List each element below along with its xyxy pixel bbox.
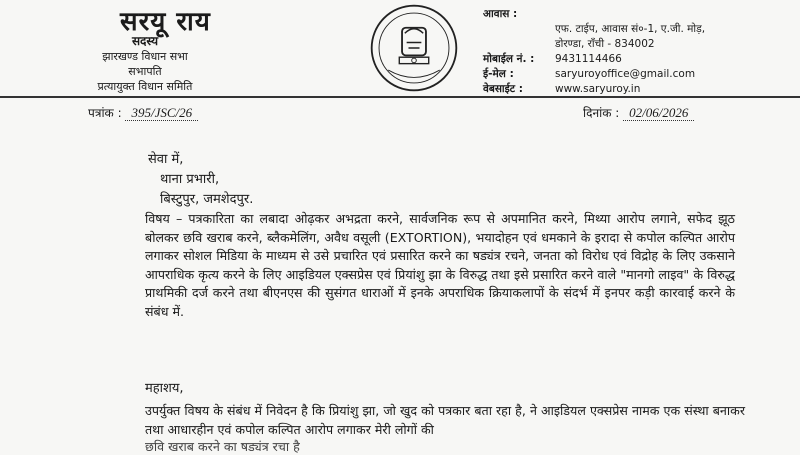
address-line: बिस्टुपुर, जमशेदपुर. <box>160 192 254 207</box>
contact-key: मोबाईल नं. : <box>483 53 535 65</box>
contact-key: ई-मेल : <box>483 68 514 80</box>
contact-value: एफ. टाईप, आवास सं०-1, ए.जी. मोड़, <box>555 23 706 35</box>
designation-line: सदस्य <box>131 34 159 48</box>
contact-row <box>483 7 783 22</box>
address-line: सेवा में, <box>148 152 184 167</box>
contact-key <box>483 37 555 52</box>
contact-value: डोरण्डा, राँची - 834002 <box>555 38 655 50</box>
designation-line: झारखण्ड विधान सभा <box>102 50 188 63</box>
contact-row <box>483 52 783 67</box>
contact-value: 9431114466 <box>555 53 622 65</box>
reference-number <box>88 104 198 121</box>
designation-line: सभापति <box>128 65 162 78</box>
contact-value[interactable]: www.saryuroy.in <box>555 83 641 95</box>
letterhead-divider <box>0 96 800 98</box>
contact-row <box>483 67 783 82</box>
letterhead-designation <box>70 34 220 94</box>
designation-line: प्रत्यायुक्त विधान समिति <box>97 80 193 93</box>
date-value: 02/06/2026 <box>623 105 694 121</box>
contact-key: आवास : <box>483 8 518 20</box>
contact-key: वेबसाईट : <box>483 83 523 95</box>
reference-label: पत्रांक : <box>88 106 122 120</box>
body-cut-line: छवि खराब करने का षड्यंत्र रचा है <box>145 439 300 454</box>
contact-key <box>483 22 555 37</box>
body-paragraph: उपर्युक्त विषय के संबंध में निवेदन है कि प्रियांशु झा, जो खुद को पत्रकार बता रहा है, ने आइडियल एक्सप्रेस नामक एक संस्था बनाकर तथा आधारहीन एवं कपोल कल्पित आरोप लगाकर मेरी लोगों की <box>145 403 745 437</box>
contact-row <box>483 22 783 37</box>
subject-paragraph: विषय – पत्रकारिता का लबादा ओढ़कर अभद्रता करने, सार्वजनिक रूप से अपमानित करने, मिथ्या आरोप लगाने, सफेद झूठ बोलकर छवि खराब करने, ब्लैकमेलिंग, अवैध वसूली (EXTORTION), भयादोहन एवं धमकाने के इरादा से कपोल कल्पित आरोप लगाकर सोशल मिडिया के माध्यम से उसे प्रचारित एवं प्रसारित करने का षड्यंत्र रचने, जनता को विरोध एवं विद्रोह के लिए उकसाने आपराधिक कृत्य करने के लिए आइडियल एक्सप्रेस एवं प्रियांशु झा के विरुद्ध तथा इसे प्रसारित करने वाले "मानगो लाइव" के विरुद्ध प्राथमिकी दर्ज करने तथा बीएनएस की सुसंगत धाराओं में इनके अपराधिक क्रियाकलापों के संदर्भ में इनपर कड़ी कारवाई करने के संबंध में. <box>145 211 735 319</box>
recipient-address <box>148 150 253 210</box>
date <box>583 104 694 121</box>
date-label: दिनांक : <box>583 106 620 120</box>
contact-row <box>483 37 783 52</box>
contact-row <box>483 82 783 97</box>
contact-block <box>483 7 783 97</box>
address-line: थाना प्रभारी, <box>160 172 220 187</box>
contact-value[interactable]: saryuroyoffice@gmail.com <box>555 68 696 80</box>
letterhead-name: सरयू राय <box>120 7 211 37</box>
reference-value: 395/JSC/26 <box>125 105 198 121</box>
salutation: महाशय, <box>145 381 184 396</box>
contact-value <box>555 7 783 22</box>
government-emblem-icon <box>368 2 460 94</box>
